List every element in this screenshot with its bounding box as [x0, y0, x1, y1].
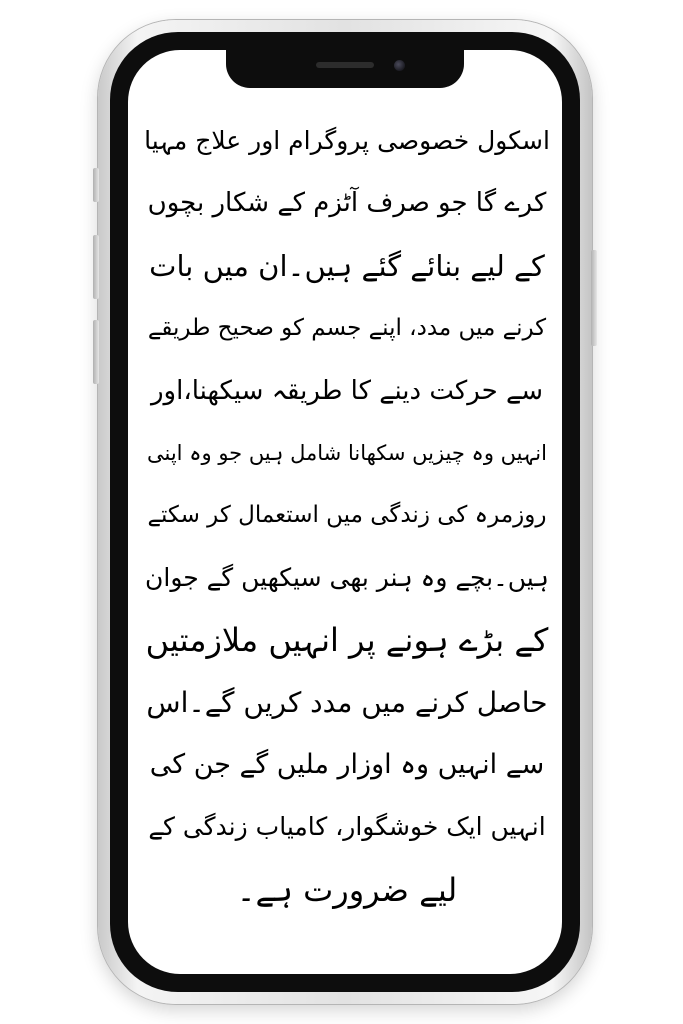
phone-screen: [128, 50, 562, 974]
notch: [226, 50, 464, 88]
text-line: اسکول خصوصی پروگرام اور علاج مہیا: [144, 126, 550, 155]
power-button: [591, 250, 597, 346]
text-line: کے بڑے ہونے پر انہیں ملازمتیں: [145, 621, 549, 660]
text-line: ہیں۔بچے وہ ہنر بھی سیکھیں گے جوان: [145, 562, 549, 592]
silent-switch: [93, 168, 99, 202]
text-line: کرے گا جو صرف آٹزم کے شکار بچوں: [147, 188, 547, 219]
text-line: حاصل کرنے میں مدد کریں گے۔اس: [146, 685, 548, 719]
text-line: انہیں وہ چیزیں سکھانا شامل ہیں جو وہ اپنی: [147, 441, 547, 466]
text-line: انہیں ایک خوشگوار، کامیاب زندگی کے: [148, 812, 546, 842]
volume-up-button: [93, 235, 99, 299]
front-camera-icon: [394, 60, 405, 71]
phone-bezel: [110, 32, 580, 992]
text-line: روزمرہ کی زندگی میں استعمال کر سکتے: [147, 502, 547, 529]
text-line: لیے ضرورت ہے۔: [236, 870, 458, 909]
text-line: کے لیے بنائے گئے ہیں۔ان میں بات: [149, 248, 545, 283]
speaker-grille: [316, 62, 374, 68]
phone-frame: [98, 20, 592, 1004]
text-line: سے انہیں وہ اوزار ملیں گے جن کی: [149, 749, 545, 781]
urdu-text-block: [144, 110, 550, 954]
text-line: کرنے میں مدد، اپنے جسم کو صحیح طریقے: [147, 315, 547, 342]
text-line: سے حرکت دینے کا طریقہ سیکھنا،اور: [151, 375, 543, 406]
volume-down-button: [93, 320, 99, 384]
